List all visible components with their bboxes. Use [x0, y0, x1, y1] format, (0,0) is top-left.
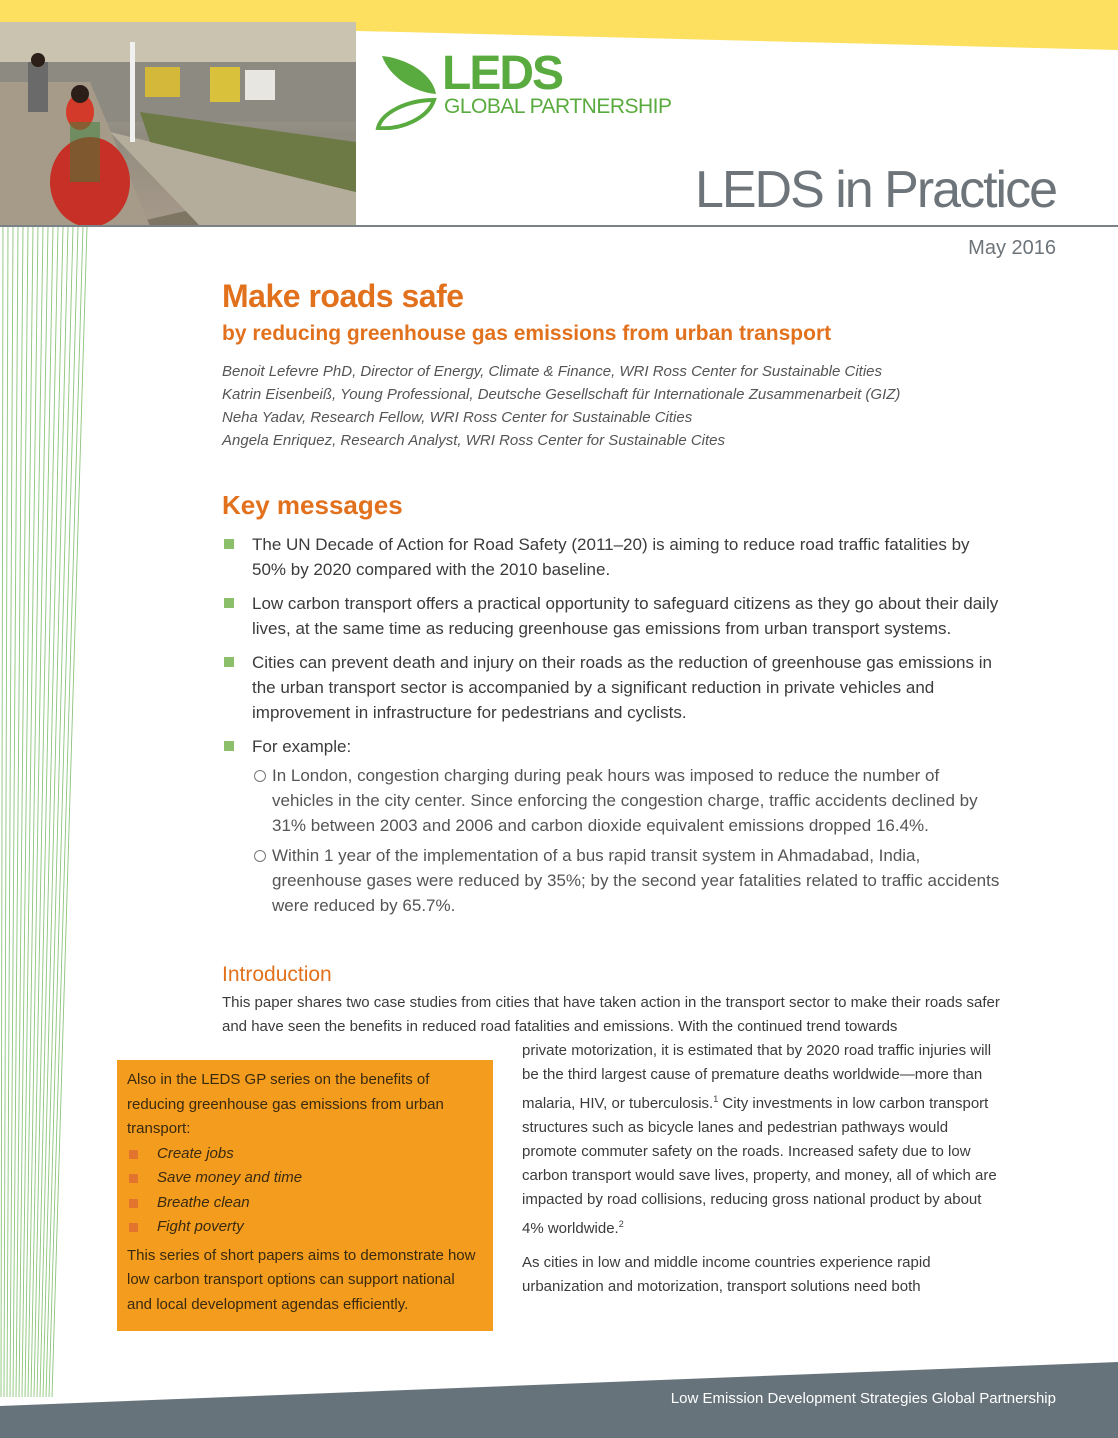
introduction-paragraph: This paper shares two case studies from cities that have taken action in the transport sector to make their roads safer and have seen the benefits in reduced road fatalities and emissions. With the continued trend towards [222, 994, 1000, 1035]
header-photo [0, 22, 356, 226]
series-item: Breathe clean [127, 1191, 483, 1216]
author-line: Neha Yadav, Research Fellow, WRI Ross Center for Sustainable Cities [222, 409, 693, 426]
square-bullet-icon [224, 657, 234, 667]
example-item: Within 1 year of the implementation of a bus rapid transit system in Ahmadabad, India, greenhouse gases were reduced by 35%; by the second year fatalities related to traffic accidents were reduced by 65.7%. [222, 843, 1002, 918]
author-line: Katrin Eisenbeiß, Young Professional, Deutsche Gesellschaft für Internationale Zusammenarbeit (GIZ) [222, 386, 901, 403]
series-item: Save money and time [127, 1166, 483, 1191]
leds-gp-logo [374, 47, 704, 130]
logo-wordmark: LEDS [442, 47, 563, 100]
introduction-paragraph-2: As cities in low and middle income countries experience rapid urbanization and motorization, transport solutions need both [522, 1254, 931, 1295]
square-bullet-icon [129, 1223, 138, 1232]
series-callout-box [117, 1060, 493, 1331]
square-bullet-icon [224, 598, 234, 608]
circle-bullet-icon [254, 850, 266, 862]
series-list [127, 1142, 483, 1240]
square-bullet-icon [129, 1199, 138, 1208]
square-bullet-icon [224, 539, 234, 549]
series-title: LEDS in Practice [694, 161, 1056, 219]
square-bullet-icon [129, 1150, 138, 1159]
document-subtitle: by reducing greenhouse gas emissions from urban transport [222, 322, 832, 345]
series-item: Create jobs [127, 1142, 483, 1167]
circle-bullet-icon [254, 770, 266, 782]
header-divider [0, 225, 1118, 227]
introduction-heading: Introduction [222, 963, 332, 986]
document-title: Make roads safe [222, 278, 464, 314]
leaf-icon [374, 54, 440, 130]
key-message-item: The UN Decade of Action for Road Safety (2011–20) is aiming to reduce road traffic fatalities by 50% by 2020 compared with the 2010 baseline. [222, 532, 1002, 582]
example-item: In London, congestion charging during peak hours was imposed to reduce the number of vehicles in the city center. Since enforcing the congestion charge, traffic accidents declined by 31% between 2003 and 2006 and carbon dioxide equivalent emissions dropped 16.4%. [222, 763, 1002, 838]
key-messages-heading: Key messages [222, 490, 403, 520]
key-message-item: Cities can prevent death and injury on their roads as the reduction of greenhouse gas emissions in the urban transport sector is accompanied by a significant reduction in private vehicles and improvement in infrastructure for pedestrians and cyclists. [222, 650, 1002, 725]
footer-text: Low Emission Development Strategies Global Partnership [670, 1390, 1056, 1407]
footnote-ref[interactable]: 2 [618, 1219, 624, 1229]
footnote-ref[interactable]: 1 [713, 1094, 719, 1104]
decorative-green-lines [0, 227, 110, 1397]
introduction-column [522, 1039, 997, 1309]
key-message-item: Low carbon transport offers a practical opportunity to safeguard citizens as they go about their daily lives, at the same time as reducing greenhouse gas emissions from urban transport systems. [222, 591, 1002, 641]
logo-subtitle: GLOBAL PARTNERSHIP [444, 95, 672, 118]
square-bullet-icon [224, 741, 234, 751]
key-messages-list [222, 532, 1002, 923]
series-item: Fight poverty [127, 1215, 483, 1240]
callout-outro: This series of short papers aims to demonstrate how low carbon transport options can support national and local development agendas efficiently. [127, 1246, 476, 1313]
author-line: Angela Enriquez, Research Analyst, WRI Ross Center for Sustainable Cites [222, 432, 726, 449]
author-list [222, 360, 900, 452]
key-message-item: For example: [222, 734, 1002, 759]
callout-intro: Also in the LEDS GP series on the benefits of reducing greenhouse gas emissions from urban transport: [127, 1071, 444, 1137]
author-line: Benoit Lefevre PhD, Director of Energy, Climate & Finance, WRI Ross Center for Sustainable Cities [222, 363, 882, 380]
introduction-paragraph-continued: private motorization, it is estimated that by 2020 road traffic injuries will be the third largest cause of premature deaths worldwide—more than malaria, HIV, or tuberculosis.$^1$ City investments in low carbon transport structures such as bicycle lanes and pedestrian pathways would promote commuter safety on the roads. Increased safety due to low carbon transport would save lives, property, and money, all of which are impacted by road collisions, reducing gross national product by about 4% worldwide.$^2$ [522, 1042, 997, 1237]
publication-date: May 2016 [968, 237, 1056, 259]
square-bullet-icon [129, 1174, 138, 1183]
